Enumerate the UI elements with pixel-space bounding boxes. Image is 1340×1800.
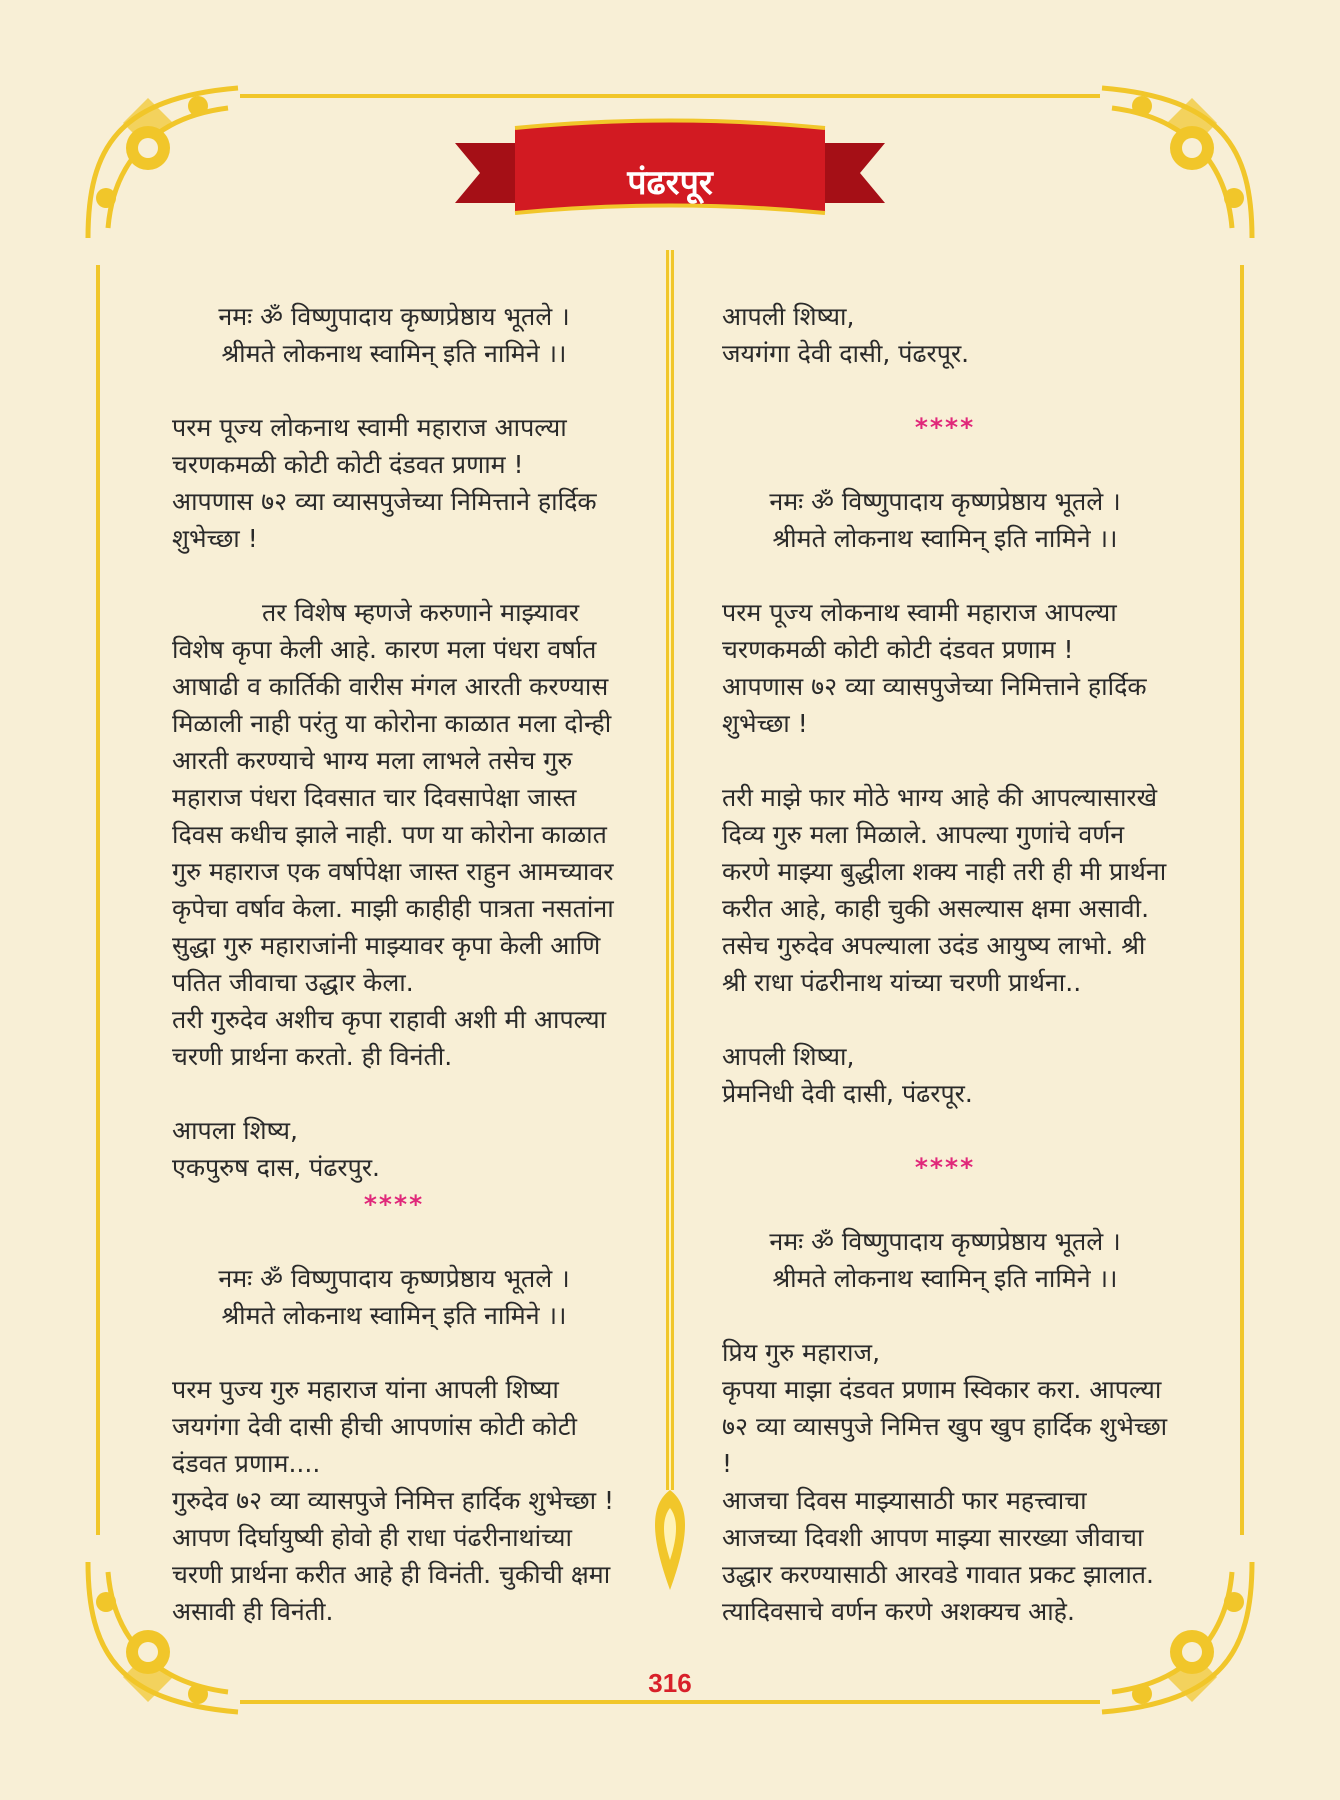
text-line: पतित जीवाचा उद्धार केला. bbox=[172, 968, 414, 997]
shloka-line: श्रीमते लोकनाथ स्वामिन् इति नामिने ।। bbox=[221, 339, 567, 368]
text-line: आपणास ७२ व्या व्यासपुजेच्या निमित्ताने हार्दिक bbox=[722, 672, 1147, 701]
text-line: उद्धार करण्यासाठी आरवडे गावात प्रकट झालात. bbox=[722, 1560, 1155, 1589]
text-line: आजचा दिवस माझ्यासाठी फार महत्त्वाचा bbox=[722, 1486, 1087, 1515]
shloka-line: श्रीमते लोकनाथ स्वामिन् इति नामिने ।। bbox=[221, 1301, 567, 1330]
text-line: असावी ही विनंती. bbox=[172, 1597, 334, 1626]
page-title: पंढरपूर bbox=[627, 163, 713, 203]
page-number: 316 bbox=[648, 1668, 692, 1698]
text-line: करीत आहे, काही चुकी असल्यास क्षमा असावी. bbox=[722, 894, 1150, 923]
left-column bbox=[172, 298, 616, 1630]
section-separator-stars: **** bbox=[914, 1153, 976, 1182]
text-line: सुद्धा गुरु महाराजांनी माझ्यावर कृपा केली आणि bbox=[172, 931, 601, 960]
text-line: ७२ व्या व्यासपुजे निमित्त खुप खुप हार्दिक शुभेच्छा bbox=[722, 1412, 1168, 1441]
text-line: विशेष कृपा केली आहे. कारण मला पंधरा वर्षात bbox=[172, 635, 597, 664]
shloka-line: नमः ॐ विष्णुपादाय कृष्णप्रेष्ठाय भूतले । bbox=[769, 487, 1121, 516]
text-line: कृपेचा वर्षाव केला. माझी काहीही पात्रता नसतांना bbox=[172, 894, 614, 923]
shloka-line: श्रीमते लोकनाथ स्वामिन् इति नामिने ।। bbox=[772, 524, 1118, 553]
shloka-line: नमः ॐ विष्णुपादाय कृष्णप्रेष्ठाय भूतले । bbox=[769, 1227, 1121, 1256]
text-line: आरती करण्याचे भाग्य मला लाभले तसेच गुरु bbox=[172, 746, 573, 775]
text-line: गुरुदेव ७२ व्या व्यासपुजे निमित्त हार्दिक शुभेच्छा ! bbox=[172, 1486, 615, 1515]
text-line: शुभेच्छा ! bbox=[172, 524, 258, 553]
shloka-line: नमः ॐ विष्णुपादाय कृष्णप्रेष्ठाय भूतले । bbox=[218, 302, 570, 331]
text-line: आपण दिर्घायुष्यी होवो ही राधा पंढरीनाथांच्या bbox=[172, 1523, 572, 1552]
text-line: तर विशेष म्हणजे करुणाने माझ्यावर bbox=[262, 598, 580, 627]
text-line: चरणी प्रार्थना करीत आहे ही विनंती. चुकीची क्षमा bbox=[172, 1560, 611, 1589]
text-line: आपणास ७२ व्या व्यासपुजेच्या निमित्ताने हार्दिक bbox=[172, 487, 597, 516]
text-line: दिव्य गुरु मला मिळाले. आपल्या गुणांचे वर्णन bbox=[722, 820, 1125, 849]
right-column bbox=[722, 298, 1168, 1630]
section-separator-stars: **** bbox=[914, 413, 976, 442]
signature-line: आपला शिष्य, bbox=[172, 1116, 298, 1145]
text-line: त्यादिवसाचे वर्णन करणे अशक्यच आहे. bbox=[722, 1597, 1075, 1626]
text-line: करणे माझ्या बुद्धीला शक्य नाही तरी ही मी प्रार्थना bbox=[722, 857, 1167, 886]
text-line: चरणकमळी कोटी कोटी दंडवत प्रणाम ! bbox=[172, 450, 524, 479]
text-line: चरणकमळी कोटी कोटी दंडवत प्रणाम ! bbox=[722, 635, 1074, 664]
text-line: ! bbox=[722, 1449, 733, 1478]
frame-left-line bbox=[96, 265, 100, 1535]
text-line: कृपया माझा दंडवत प्रणाम स्विकार करा. आपल्या bbox=[722, 1375, 1162, 1404]
frame-bottom-line bbox=[240, 1700, 1100, 1704]
signature-line: प्रेमनिधी देवी दासी, पंढरपूर. bbox=[722, 1079, 973, 1108]
shloka-line: श्रीमते लोकनाथ स्वामिन् इति नामिने ।। bbox=[772, 1264, 1118, 1293]
signature-line: आपली शिष्या, bbox=[722, 302, 855, 331]
text-line: चरणी प्रार्थना करतो. ही विनंती. bbox=[172, 1042, 453, 1071]
text-line: दंडवत प्रणाम.... bbox=[172, 1449, 321, 1478]
text-line: परम पूज्य लोकनाथ स्वामी महाराज आपल्या bbox=[172, 413, 567, 442]
signature-line: एकपुरुष दास, पंढरपुर. bbox=[172, 1153, 380, 1182]
text-line: महाराज पंधरा दिवसात चार दिवसापेक्षा जास्त bbox=[172, 783, 577, 812]
text-line: परम पुज्य गुरु महाराज यांना आपली शिष्या bbox=[172, 1375, 559, 1404]
signature-line: आपली शिष्या, bbox=[722, 1042, 855, 1071]
text-line: परम पूज्य लोकनाथ स्वामी महाराज आपल्या bbox=[722, 598, 1117, 627]
text-line: दिवस कधीच झाले नाही. पण या कोरोना काळात bbox=[172, 820, 607, 849]
text-line: आषाढी व कार्तिकी वारीस मंगल आरती करण्यास bbox=[172, 672, 609, 701]
text-line: शुभेच्छा ! bbox=[722, 709, 808, 738]
text-line: श्री राधा पंढरीनाथ यांच्या चरणी प्रार्थना.. bbox=[722, 968, 1082, 997]
corner-ornament-top-right bbox=[1092, 78, 1262, 248]
text-line: गुरु महाराज एक वर्षापेक्षा जास्त राहुन आमच्यावर bbox=[172, 857, 614, 886]
frame-top-line bbox=[240, 94, 1100, 98]
section-separator-stars: **** bbox=[363, 1190, 425, 1219]
text-line: जयगंगा देवी दासी हीची आपणांस कोटी कोटी bbox=[172, 1412, 577, 1441]
signature-line: जयगंगा देवी दासी, पंढरपूर. bbox=[722, 339, 970, 368]
text-line: तरी गुरुदेव अशीच कृपा राहावी अशी मी आपल्या bbox=[172, 1005, 607, 1034]
text-line: तरी माझे फार मोठे भाग्य आहे की आपल्यासारखे bbox=[722, 783, 1158, 812]
text-line: मिळाली नाही परंतु या कोरोना काळात मला दोन्ही bbox=[172, 709, 612, 738]
frame-right-line bbox=[1240, 265, 1244, 1535]
center-divider bbox=[648, 250, 692, 1590]
text-line: तसेच गुरुदेव अपल्याला उदंड आयुष्य लाभो. श्री bbox=[722, 931, 1146, 960]
text-line: प्रिय गुरु महाराज, bbox=[722, 1338, 881, 1367]
shloka-line: नमः ॐ विष्णुपादाय कृष्णप्रेष्ठाय भूतले । bbox=[218, 1264, 570, 1293]
corner-ornament-top-left bbox=[78, 78, 248, 248]
text-line: आजच्या दिवशी आपण माझ्या सारख्या जीवाचा bbox=[722, 1523, 1144, 1552]
